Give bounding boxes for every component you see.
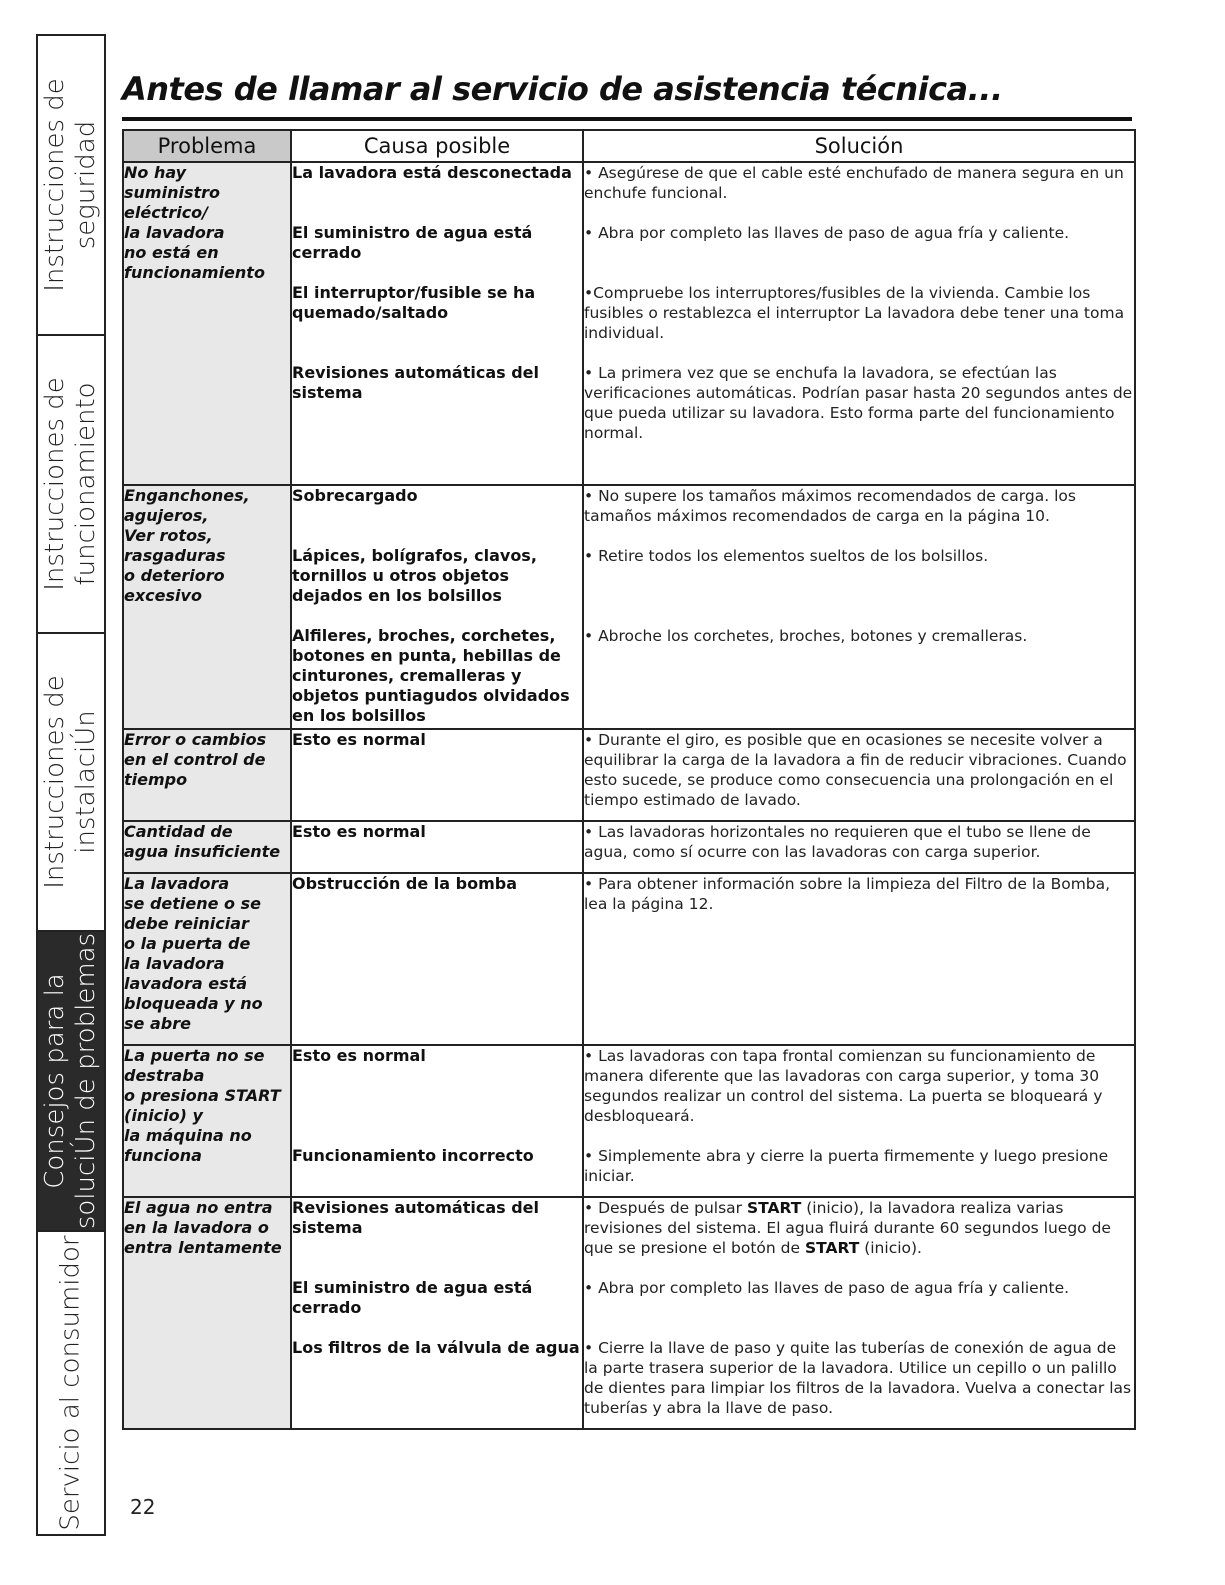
- tab-consejos[interactable]: [38, 932, 104, 1232]
- cause-cell: [291, 873, 583, 1045]
- table-row: [123, 873, 1135, 1045]
- cause-text: El suministro de agua está cerrado: [292, 223, 533, 262]
- cause-text: Revisiones automáticas del sistema: [292, 363, 540, 402]
- table-row: [123, 1045, 1135, 1197]
- solution-cell: [583, 1197, 1135, 1429]
- tab-funcionamiento-label: Instrucciones de funcionamiento: [40, 377, 101, 591]
- tab-instalacion-label: Instrucciones de instalaciÚn: [40, 675, 101, 889]
- cause-text: El interruptor/fusible se ha quemado/saltado: [292, 283, 536, 322]
- side-nav: [36, 34, 106, 1536]
- problem-cell: [123, 873, 291, 1045]
- solution-cell: [583, 485, 1135, 729]
- solution-cell: [583, 821, 1135, 873]
- problem-text: El agua no entra en la lavadora o entra lentamente: [124, 1198, 282, 1257]
- table-row: [123, 162, 1135, 485]
- cause-text: Revisiones automáticas del sistema: [292, 1198, 540, 1237]
- problem-text: Error o cambios en el control de tiempo: [124, 730, 267, 789]
- cause-cell: [291, 485, 583, 729]
- problem-cell: [123, 485, 291, 729]
- tab-servicio[interactable]: [38, 1232, 104, 1534]
- solution-text: •Compruebe los interruptores/fusibles de la vivienda. Cambie los fusibles o restablezca el interruptor La lavadora debe tener una toma individual.: [584, 284, 1125, 342]
- title-divider: [122, 117, 1132, 121]
- page-title: Antes de llamar al servicio de asistencia técnica...: [122, 70, 1003, 108]
- table-row: [123, 821, 1135, 873]
- table-row: [123, 485, 1135, 729]
- table-row: [123, 729, 1135, 821]
- solution-text: • No supere los tamaños máximos recomendados de carga. los tamaños máximos recomendados de carga en la página 10.: [584, 487, 1076, 525]
- problem-text: La puerta no se destraba o presiona START (inicio) y la máquina no funciona: [124, 1046, 281, 1165]
- solution-text: • Simplemente abra y cierre la puerta firmemente y luego presione iniciar.: [584, 1147, 1109, 1185]
- tab-seguridad[interactable]: [38, 36, 104, 336]
- cause-cell: [291, 162, 583, 485]
- solution-text: [584, 1198, 1134, 1278]
- solution-text: • Abroche los corchetes, broches, botones y cremalleras.: [584, 627, 1028, 645]
- problem-text: La lavadora se detiene o se debe reiniciar o la puerta de la lavadora lavadora está bloqueada y no se abre: [124, 874, 263, 1033]
- tab-instalacion[interactable]: [38, 634, 104, 932]
- solution-text: • Asegúrese de que el cable esté enchufado de manera segura en un enchufe funcional.: [584, 164, 1124, 202]
- solution-fragment: (inicio), la lavadora realiza varias revisiones del sistema. El agua fluirá durante 60 segundos luego de que se presione el botón de: [584, 1199, 1111, 1257]
- cause-text: Alfileres, broches, corchetes, botones en punta, hebillas de cinturones, cremalleras y objetos puntiagudos olvidados en los bolsillos: [292, 626, 570, 725]
- solution-text: • Abra por completo las llaves de paso de agua fría y caliente.: [584, 1279, 1070, 1297]
- problem-cell: [123, 1045, 291, 1197]
- solution-text: • Abra por completo las llaves de paso de agua fría y caliente.: [584, 224, 1070, 242]
- cause-text: Esto es normal: [292, 730, 426, 749]
- start-keyword: START: [746, 1199, 802, 1217]
- header-problem: Problema: [123, 130, 291, 162]
- solution-cell: [583, 1045, 1135, 1197]
- header-solution: Solución: [583, 130, 1135, 162]
- cause-text: Los filtros de la válvula de agua: [292, 1338, 580, 1357]
- solution-text: • Cierre la llave de paso y quite las tuberías de conexión de agua de la parte trasera superior de la lavadora. Utilice un cepillo o un palillo de dientes para limpiar los filtros de la lavadora. Vuelva a conectar las tuberías y abra la llave de paso.: [584, 1339, 1132, 1417]
- solution-cell: [583, 873, 1135, 1045]
- page-number: 22: [130, 1495, 156, 1519]
- cause-text: Esto es normal: [292, 822, 426, 841]
- troubleshooting-table: [122, 129, 1136, 1430]
- table-row: [123, 1197, 1135, 1429]
- problem-cell: [123, 1197, 291, 1429]
- cause-text: La lavadora está desconectada: [292, 163, 572, 182]
- tab-servicio-label: Servicio al consumidor: [55, 1235, 86, 1531]
- solution-fragment: (inicio).: [859, 1239, 922, 1257]
- solution-text: • Las lavadoras con tapa frontal comienzan su funcionamiento de manera diferente que las lavadoras con carga superior, y toma 30 segundos realizar un control del sistema. La puerta se bloqueará y desbloqueará.: [584, 1047, 1103, 1125]
- cause-text: El suministro de agua está cerrado: [292, 1278, 533, 1317]
- solution-fragment: • Después de pulsar: [584, 1199, 747, 1217]
- solution-text: • Las lavadoras horizontales no requieren que el tubo se llene de agua, como sí ocurre con las lavadoras con carga superior.: [584, 823, 1091, 861]
- cause-text: Esto es normal: [292, 1046, 426, 1065]
- cause-text: Funcionamiento incorrecto: [292, 1146, 534, 1165]
- problem-cell: [123, 162, 291, 485]
- solution-text: • Para obtener información sobre la limpieza del Filtro de la Bomba, lea la página 12.: [584, 875, 1111, 913]
- tab-seguridad-label: Instrucciones de seguridad: [40, 78, 101, 292]
- tab-consejos-label: Consejos para la soluciÚn de problemas: [40, 932, 101, 1230]
- problem-text: No hay suministro eléctrico/ la lavadora no está en funcionamiento: [124, 163, 265, 282]
- problem-cell: [123, 821, 291, 873]
- cause-cell: [291, 821, 583, 873]
- problem-text: Cantidad de agua insuficiente: [124, 822, 281, 861]
- start-keyword: START: [804, 1239, 860, 1257]
- cause-cell: [291, 729, 583, 821]
- tab-funcionamiento[interactable]: [38, 336, 104, 634]
- problem-text: Enganchones, agujeros, Ver rotos, rasgaduras o deterioro excesivo: [124, 486, 250, 605]
- cause-text: Sobrecargado: [292, 486, 418, 505]
- cause-text: Obstrucción de la bomba: [292, 874, 518, 893]
- cause-cell: [291, 1197, 583, 1429]
- solution-text: • Durante el giro, es posible que en ocasiones se necesite volver a equilibrar la carga de la lavadora a fin de reducir vibraciones. Cuando esto sucede, se produce como consecuencia una prolongación en el tiempo estimado de lavado.: [584, 731, 1127, 809]
- problem-cell: [123, 729, 291, 821]
- table-body: [123, 162, 1135, 1429]
- solution-text: • La primera vez que se enchufa la lavadora, se efectúan las verificaciones automáticas. Podrían pasar hasta 20 segundos antes de que pueda utilizar su lavadora. Esto forma parte del funcionamiento normal.: [584, 364, 1133, 442]
- header-cause: Causa posible: [291, 130, 583, 162]
- solution-cell: [583, 162, 1135, 485]
- cause-cell: [291, 1045, 583, 1197]
- solution-text: • Retire todos los elementos sueltos de los bolsillos.: [584, 547, 989, 565]
- solution-cell: [583, 729, 1135, 821]
- cause-text: Lápices, bolígrafos, clavos, tornillos u otros objetos dejados en los bolsillos: [292, 546, 537, 605]
